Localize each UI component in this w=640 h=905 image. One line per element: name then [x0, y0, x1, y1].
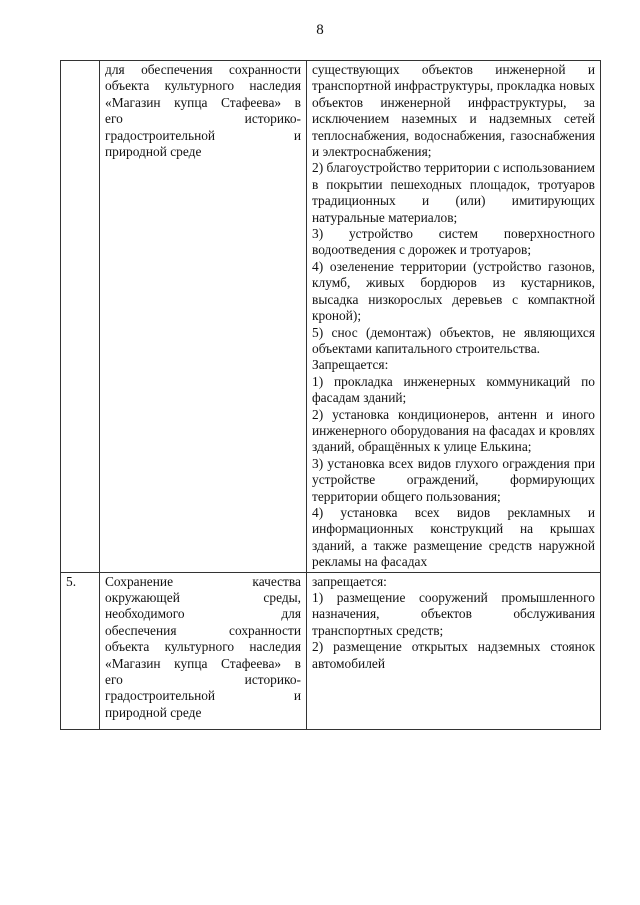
- goal-line: окружающей среды,: [105, 590, 301, 605]
- rules-paragraph: существующих объектов инженерной и транспортной инфраструктуры, прокладка новых объектов инженерной инфраструктуры, за исключением наземных и надземных сетей теплоснабжения, водоснабжения, газоснабжения и электроснабжения;: [312, 62, 595, 160]
- goal-cell: [100, 61, 307, 573]
- goal-line: объекта культурного наследия: [105, 78, 301, 94]
- goal-line: «Магазин купца Стафеева» в: [105, 655, 301, 671]
- rules-paragraph: 1) размещение сооружений промышленного назначения, объектов обслуживания транспортных средств;: [312, 590, 595, 638]
- goal-line: обеспечения сохранности: [105, 622, 301, 638]
- regulations-table: [60, 60, 601, 730]
- rules-heading: Запрещается:: [312, 357, 389, 373]
- table-row: [61, 61, 601, 573]
- goal-line: его историко-: [105, 111, 301, 127]
- goal-line: «Магазин купца Стафеева» в: [105, 94, 301, 110]
- goal-line: объекта культурного наследия: [105, 639, 301, 655]
- rules-paragraph: 3) устройство систем поверхностного водоотведения с дорожек и тротуаров;: [312, 226, 595, 258]
- rules-paragraph: 3) установка всех видов глухого ограждения при устройстве ограждений, формирующих территории общего пользования;: [312, 455, 595, 504]
- goal-line: для обеспечения сохранности: [105, 62, 301, 77]
- goal-cell: [100, 572, 307, 729]
- rules-paragraph: 2) установка кондиционеров, антенн и иного инженерного оборудования на фасадах и кровлях зданий, обращённых к улице Елькина;: [312, 406, 595, 455]
- table-row: [61, 572, 601, 729]
- goal-line: градостроительной и: [105, 688, 301, 704]
- rules-paragraph: 2) благоустройство территории с использованием в покрытии пешеходных площадок, тротуаров традиционных и (или) имитирующих натуральные материалов;: [312, 160, 595, 225]
- rules-cell: [307, 61, 601, 573]
- goal-line: его историко-: [105, 672, 301, 688]
- goal-line: природной среде: [105, 144, 202, 160]
- rules-paragraph: 1) прокладка инженерных коммуникаций по фасадам зданий;: [312, 373, 595, 406]
- page-number: 8: [316, 22, 324, 38]
- goal-line: природной среде: [105, 704, 202, 720]
- rules-paragraph: 4) озеленение территории (устройство газонов, клумб, живых бордюров из кустарников, высадка низкорослых деревьев с компактной кроной);: [312, 258, 595, 324]
- row-number-cell: [61, 61, 100, 573]
- rules-paragraph: 5) снос (демонтаж) объектов, не являющихся объектами капитального строительства.: [312, 324, 595, 356]
- goal-line: необходимого для: [105, 606, 301, 622]
- row-number-cell: 5.: [61, 572, 100, 729]
- goal-line: градостроительной и: [105, 127, 301, 143]
- goal-line: Сохранение качества: [105, 573, 301, 589]
- rules-paragraph: 4) установка всех видов рекламных и информационных конструкций на крышах зданий, а также размещение средств наружной рекламы на фасадах: [312, 504, 595, 570]
- rules-heading: запрещается:: [312, 573, 387, 589]
- rules-cell: [307, 572, 601, 729]
- rules-paragraph: 2) размещение открытых надземных стоянок автомобилей: [312, 639, 595, 671]
